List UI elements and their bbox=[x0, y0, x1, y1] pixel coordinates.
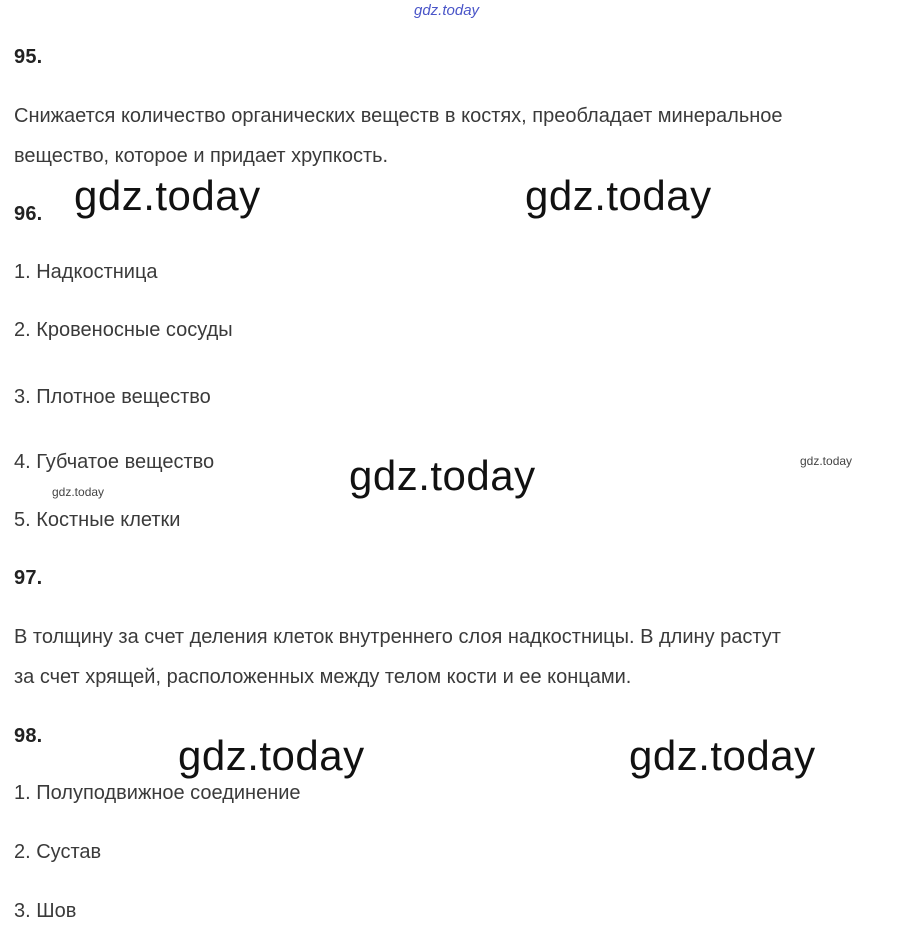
watermark-big: gdz.today bbox=[74, 172, 261, 219]
task-number-98: 98. bbox=[14, 725, 43, 747]
task-96-item-5: 5. Костные клетки bbox=[14, 509, 181, 531]
task-96-item-1: 1. Надкостница bbox=[14, 261, 158, 283]
task-98-item-1: 1. Полуподвижное соединение bbox=[14, 782, 301, 804]
task-97-line-2: за счет хрящей, расположенных между телом кости и ее концами. bbox=[14, 666, 632, 688]
task-number-95: 95. bbox=[14, 46, 43, 68]
task-95-answer bbox=[14, 96, 909, 176]
watermark-small: gdz.today bbox=[52, 485, 105, 499]
task-96-item-2: 2. Кровеносные сосуды bbox=[14, 319, 233, 341]
task-96-item-4: 4. Губчатое вещество bbox=[14, 451, 215, 473]
watermark-big: gdz.today bbox=[178, 732, 365, 779]
task-98-item-2: 2. Сустав bbox=[14, 841, 102, 863]
watermark-big: gdz.today bbox=[525, 172, 712, 219]
watermark-top: gdz.today bbox=[414, 2, 480, 19]
task-97-line-1: В толщину за счет деления клеток внутреннего слоя надкостницы. В длину растут bbox=[14, 626, 781, 648]
task-number-97: 97. bbox=[14, 567, 43, 589]
task-number-96: 96. bbox=[14, 203, 43, 225]
watermark-big: gdz.today bbox=[349, 452, 536, 499]
task-95-line-2: вещество, которое и придает хрупкость. bbox=[14, 145, 389, 167]
watermark-big: gdz.today bbox=[629, 732, 816, 779]
task-97-answer bbox=[14, 617, 909, 697]
watermark-small: gdz.today bbox=[800, 454, 853, 468]
task-96-item-3: 3. Плотное вещество bbox=[14, 386, 211, 408]
task-95-line-1: Снижается количество органических веществ в костях, преобладает минеральное bbox=[14, 105, 783, 127]
task-98-item-3: 3. Шов bbox=[14, 900, 77, 922]
